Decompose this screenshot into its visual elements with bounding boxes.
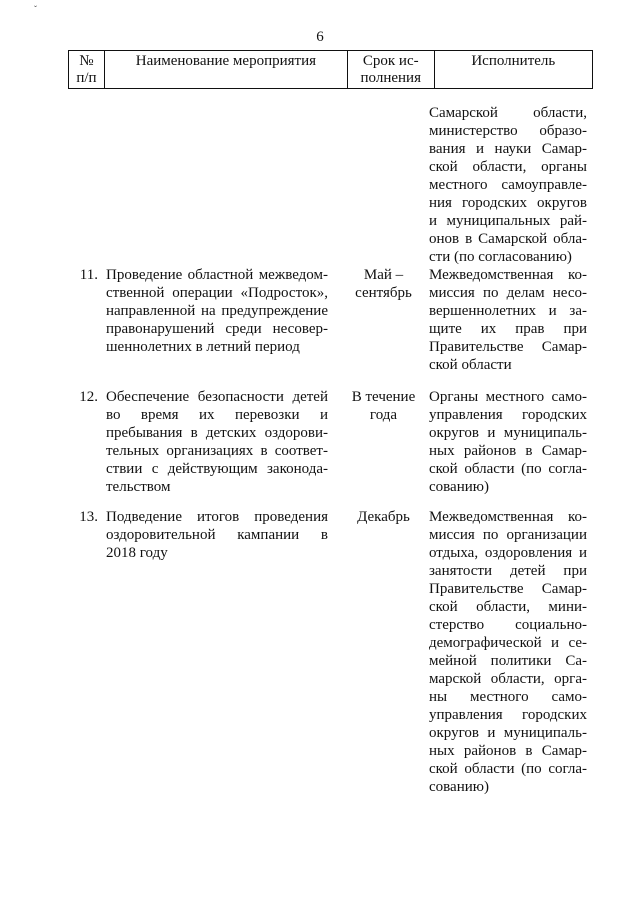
event-name-line: тельством <box>106 479 171 495</box>
executor-line: ных районов в Самар- <box>429 743 587 759</box>
executor-cell <box>429 508 587 796</box>
executor-cell <box>429 266 587 374</box>
continued-executor-cell <box>429 104 587 266</box>
executor-line: мейной политики Са- <box>429 653 587 669</box>
header-term-label: Срок ис- <box>362 53 419 69</box>
event-name-line: тельных организациях в соответ- <box>106 443 328 459</box>
executor-line: ской области (по согла- <box>429 761 587 777</box>
header-term-column <box>348 51 435 88</box>
executor-line: сованию) <box>429 479 489 495</box>
event-name-line: направленной на предупреждение <box>106 303 328 319</box>
corner-mark: ˇ <box>34 4 37 14</box>
event-name-line: Проведение областной межведом- <box>106 267 328 283</box>
executor-line: миссия по организации <box>429 527 587 543</box>
event-name-line: ствии с действующим законода- <box>106 461 328 477</box>
term-line: Май – <box>363 267 404 283</box>
row-number: 13. <box>79 509 98 525</box>
header-num-sublabel: п/п <box>76 70 97 86</box>
event-name-line: Подведение итогов проведения <box>106 509 328 525</box>
executor-line: занятости детей при <box>429 563 587 579</box>
executor-line: отдыха, оздоровления и <box>429 545 587 561</box>
executor-line: местного самоуправле- <box>429 177 587 193</box>
page-number: 6 <box>316 29 324 45</box>
header-name-label: Наименование мероприятия <box>135 53 317 69</box>
event-name-line: шеннолетних в летний период <box>106 339 300 355</box>
executor-line: Органы местного само- <box>429 389 587 405</box>
executor-line: Межведомственная ко- <box>429 267 587 283</box>
event-name-line: Обеспечение безопасности детей <box>106 389 328 405</box>
executor-line: онов в Самарской обла- <box>429 231 587 247</box>
header-num-label: № <box>79 53 94 69</box>
executor-line: округов и муниципаль- <box>429 725 587 741</box>
event-name-line: оздоровительной кампании в <box>106 527 328 543</box>
executor-line: ния городских округов <box>429 195 587 211</box>
executor-line: управления городских <box>429 407 587 423</box>
executor-line: Самарской области, <box>429 105 587 121</box>
executor-line: щите их прав при <box>429 321 587 337</box>
event-name-line: правонарушений среди несовер- <box>106 321 328 337</box>
event-name-cell <box>106 266 328 356</box>
executor-line: демографической и се- <box>429 635 587 651</box>
header-term-sublabel: полнения <box>360 70 421 86</box>
executor-line: округов и муниципаль- <box>429 425 587 441</box>
term-line: В течение <box>351 389 416 405</box>
event-name-line: во время их перевозки и <box>106 407 328 423</box>
row-number: 11. <box>79 267 98 283</box>
term-line: сентябрь <box>355 285 412 301</box>
executor-line: вания и науки Самар- <box>429 141 587 157</box>
executor-line: Правительстве Самар- <box>429 339 587 355</box>
executor-line: Межведомственная ко- <box>429 509 587 525</box>
executor-line: вершеннолетних и за- <box>429 303 587 319</box>
executor-line: сованию) <box>429 779 489 795</box>
event-name-line: пребывания в детских оздорови- <box>106 425 328 441</box>
term-line: года <box>369 407 398 423</box>
header-executor-column <box>435 51 592 88</box>
executor-line: ской области (по согла- <box>429 461 587 477</box>
executor-line: и муниципальных рай- <box>429 213 587 229</box>
table-header <box>68 50 593 89</box>
header-num-column <box>69 51 105 88</box>
executor-line: управления городских <box>429 707 587 723</box>
event-name-line: 2018 году <box>106 545 168 561</box>
executor-line: ных районов в Самар- <box>429 443 587 459</box>
executor-line: министерство образо- <box>429 123 587 139</box>
executor-line: миссия по делам несо- <box>429 285 587 301</box>
executor-line: марской области, орга- <box>429 671 587 687</box>
term-line: Декабрь <box>357 509 410 525</box>
executor-line: Правительстве Самар- <box>429 581 587 597</box>
term-cell <box>341 266 426 302</box>
event-name-cell <box>106 508 328 562</box>
term-cell <box>341 508 426 526</box>
executor-line: ской области, мини- <box>429 599 587 615</box>
header-executor-label: Исполнитель <box>471 53 556 69</box>
executor-line: ской области <box>429 357 512 373</box>
executor-line: стерство социально- <box>429 617 587 633</box>
executor-cell <box>429 388 587 496</box>
header-name-column <box>105 51 348 88</box>
event-name-cell <box>106 388 328 496</box>
executor-line: ны местного само- <box>429 689 587 705</box>
row-number: 12. <box>79 389 98 405</box>
executor-line: ской области, органы <box>429 159 587 175</box>
event-name-line: ственной операции «Подросток», <box>106 285 328 301</box>
term-cell <box>341 388 426 424</box>
executor-line: сти (по согласованию) <box>429 249 572 265</box>
